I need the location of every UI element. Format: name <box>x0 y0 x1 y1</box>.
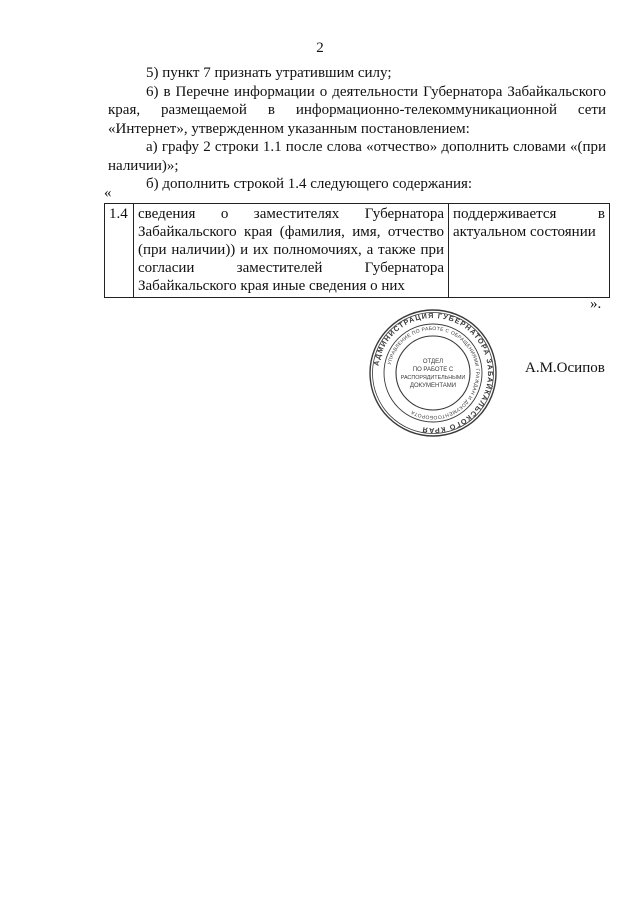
stamp-center-line-3: РАСПОРЯДИТЕЛЬНЫМИ <box>400 375 466 381</box>
closing-quote-mark: ». <box>590 296 602 312</box>
stamp-center-line-1: ОТДЕЛ <box>422 359 444 365</box>
paragraph-subitem-a: а) графу 2 строки 1.1 после слова «отчество» дополнить словами «(при наличии)»; <box>108 139 606 174</box>
paragraph-subitem-b: б) дополнить строкой 1.4 следующего содержания: <box>146 176 473 192</box>
body-text <box>108 64 606 194</box>
page-number: 2 <box>316 40 324 56</box>
stamp-seal-icon <box>368 308 498 438</box>
row-status-cell: поддерживается в актуальном состоянии <box>449 204 610 298</box>
stamp-outer-ring-text: АДМИНИСТРАЦИЯ ГУБЕРНАТОРА ЗАБАЙКАЛЬСКОГО КРАЯ <box>371 310 496 436</box>
official-stamp <box>368 308 498 438</box>
paragraph-item-6: 6) в Перечне информации о деятельности Губернатора Забайкальского края, размещаемой в информационно-телекоммуникационной сети «Интернет», утвержденном указанным постановлением: <box>108 83 606 137</box>
opening-quote-mark: « <box>104 185 112 201</box>
row-number-cell: 1.4 <box>105 204 134 298</box>
stamp-inner-ring-text: УПРАВЛЕНИЕ ПО РАБОТЕ С ОБРАЩЕНИЯМИ ГРАЖДАН И ДОКУМЕНТООБОРОТА <box>386 325 481 421</box>
row-description-cell: сведения о заместителях Губернатора Забайкальского края (фамилия, имя, отчество (при наличии)) и их полномочиях, а также при согласии заместителей Губернатора Забайкальского края иные сведения о них <box>134 204 449 298</box>
table-row <box>105 204 610 298</box>
signature-name: А.М.Осипов <box>525 360 605 376</box>
stamp-center-line-4: ДОКУМЕНТАМИ <box>409 383 457 389</box>
stamp-center-line-2: ПО РАБОТЕ С <box>412 367 454 373</box>
paragraph-item-5: 5) пункт 7 признать утратившим силу; <box>146 65 392 81</box>
inserted-table <box>104 203 610 298</box>
